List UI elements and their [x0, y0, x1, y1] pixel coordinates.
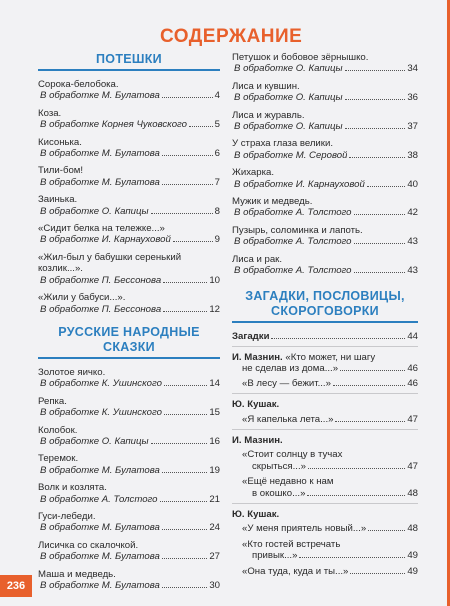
entry-title: Волк и козлята. — [38, 482, 107, 494]
entry-page: 40 — [407, 178, 418, 190]
toc-entry[interactable] — [38, 425, 220, 448]
entry-adaptation: В обработке А. Толстого — [40, 493, 158, 505]
toc-entry[interactable] — [232, 539, 418, 562]
entry-page: 46 — [407, 377, 418, 389]
entry-page: 12 — [209, 303, 220, 315]
right-column — [232, 52, 418, 577]
separator — [232, 393, 418, 394]
entry-adaptation: В обработке И. Карнауховой — [234, 178, 365, 190]
toc-entry[interactable] — [232, 566, 418, 577]
entry-page: 8 — [214, 205, 220, 217]
separator — [232, 429, 418, 430]
leader-dots — [162, 558, 207, 559]
leader-dots — [335, 421, 405, 422]
toc-entry[interactable] — [232, 378, 418, 389]
entry-title: У страха глаза велики. — [232, 138, 334, 150]
section-heading-poteshki: ПОТЕШКИ — [96, 52, 162, 66]
separator — [232, 346, 418, 347]
entry-adaptation: В обработке А. Толстого — [234, 207, 352, 219]
toc-entry[interactable] — [38, 79, 220, 102]
entry-title: «Жил-был у бабушки серенький козлик...». — [38, 251, 182, 275]
entry-adaptation: В обработке А. Толстого — [234, 236, 352, 248]
author-name: Ю. Кушак. — [232, 399, 280, 411]
entry-title: Гуси-лебеди. — [38, 510, 96, 522]
entry-page: 16 — [209, 435, 220, 447]
entry-page: 42 — [407, 207, 418, 219]
entry-adaptation: В обработке А. Толстого — [234, 265, 352, 277]
entry-page: 9 — [214, 234, 220, 246]
entry-title-cont: в окошко...» — [252, 487, 306, 499]
leader-dots — [173, 241, 213, 242]
toc-entry[interactable] — [232, 476, 418, 499]
entry-page: 21 — [209, 493, 220, 505]
entry-page: 19 — [209, 464, 220, 476]
entry-title: Загадки — [232, 330, 270, 342]
entry-page: 14 — [209, 378, 220, 390]
entry-title: Лиса и журавль. — [232, 109, 305, 121]
toc-entry[interactable] — [232, 52, 418, 75]
entry-title: Коза. — [38, 107, 62, 119]
entry-page: 47 — [407, 413, 418, 425]
toc-entry[interactable] — [38, 511, 220, 534]
entry-adaptation: В обработке О. Капицы — [234, 121, 343, 133]
entry-page: 37 — [407, 121, 418, 133]
entry-adaptation: В обработке М. Булатова — [40, 90, 160, 102]
leader-dots — [345, 128, 406, 129]
leader-dots — [160, 501, 208, 502]
entries-skazki — [38, 367, 220, 592]
toc-entry[interactable] — [38, 569, 220, 592]
leader-dots — [307, 495, 405, 496]
author-name: И. Мазнин. — [232, 434, 283, 446]
leader-dots — [162, 97, 213, 98]
entry-page: 49 — [407, 550, 418, 562]
entry-title: «Я капелька лета...» — [242, 413, 334, 425]
leader-dots — [367, 186, 406, 187]
entry-page: 49 — [407, 565, 418, 577]
leader-dots — [162, 184, 213, 185]
toc-entry[interactable] — [38, 292, 220, 315]
leader-dots — [271, 338, 405, 339]
entry-title-cont: скрыться...» — [252, 460, 306, 472]
leader-dots — [162, 472, 207, 473]
toc-entry[interactable] — [38, 165, 220, 188]
leader-dots — [164, 385, 207, 386]
toc-entry[interactable] — [232, 254, 418, 277]
entry-title: Маша и медведь. — [38, 568, 116, 580]
entry-adaptation: В обработке К. Ушинского — [40, 378, 162, 390]
entry-adaptation: В обработке О. Капицы — [234, 92, 343, 104]
author-name: И. Мазнин. — [232, 351, 283, 363]
leader-dots — [308, 468, 405, 469]
section-heading-zagadki: ЗАГАДКИ, ПОСЛОВИЦЫ, СКОРОГОВОРКИ — [245, 288, 405, 318]
entry-page: 34 — [407, 63, 418, 75]
entry-page: 4 — [214, 90, 220, 102]
entry-title: Жихарка. — [232, 167, 274, 179]
leader-dots — [333, 385, 405, 386]
entry-title: Пузырь, соломинка и лапоть. — [232, 224, 363, 236]
entry-page: 5 — [214, 119, 220, 131]
entry-page: 44 — [407, 330, 418, 342]
toc-entry[interactable] — [232, 523, 418, 534]
leader-dots — [162, 529, 207, 530]
entry-title: «Кто может, ни шагу — [285, 351, 376, 363]
leader-dots — [340, 370, 405, 371]
section-heading-skazki: РУССКИЕ НАРОДНЫЕ СКАЗКИ — [58, 324, 200, 354]
entry-adaptation: В обработке М. Булатова — [40, 148, 160, 160]
entry-page: 24 — [209, 522, 220, 534]
toc-entry[interactable] — [232, 225, 418, 248]
entry-title: «Жили у бабуси...». — [38, 292, 126, 304]
entry-page: 43 — [407, 236, 418, 248]
entry-page: 43 — [407, 265, 418, 277]
page-title: СОДЕРЖАНИЕ — [160, 26, 303, 47]
entry-title: Лиса и кувшин. — [232, 80, 300, 92]
entry-title: Теремок. — [38, 453, 79, 465]
toc-entry[interactable] — [232, 414, 418, 425]
entry-title: «Она туда, куда и ты...» — [242, 565, 349, 577]
entry-adaptation: В обработке М. Булатова — [40, 580, 160, 591]
left-column — [38, 52, 220, 597]
page-number: 236 — [0, 575, 32, 597]
toc-entry[interactable] — [38, 482, 220, 505]
entry-title: Лисичка со скалочкой. — [38, 539, 139, 551]
entry-title: «Стоит солнцу в тучах — [242, 449, 343, 461]
entry-title-cont: не сделав из дома...» — [242, 363, 339, 375]
leader-dots — [162, 155, 213, 156]
entry-page: 15 — [209, 407, 220, 419]
leader-dots — [189, 126, 213, 127]
entry-title: «Сидит белка на тележке...» — [38, 223, 165, 235]
entry-adaptation: В обработке О. Капицы — [40, 205, 149, 217]
entry-page: 47 — [407, 460, 418, 472]
entry-page: 10 — [209, 274, 220, 286]
toc-entry[interactable] — [232, 138, 418, 161]
entry-page: 48 — [407, 523, 418, 535]
entry-title: «В лесу — бежит...» — [242, 377, 331, 389]
entry-page: 38 — [407, 149, 418, 161]
entry-adaptation: В обработке П. Бессонова — [40, 274, 162, 286]
section-rule — [38, 357, 220, 359]
leader-dots — [349, 157, 405, 158]
entry-title: Заинька. — [38, 194, 78, 206]
entry-title: Репка. — [38, 395, 67, 407]
entry-title: «Ещё недавно к нам — [242, 476, 334, 488]
toc-entry[interactable] — [232, 449, 418, 472]
entry-adaptation: В обработке М. Булатова — [40, 522, 160, 534]
entry-adaptation: В обработке О. Капицы — [40, 435, 149, 447]
entry-page: 7 — [214, 176, 220, 188]
leader-dots — [345, 99, 406, 100]
entry-page: 36 — [407, 92, 418, 104]
entry-adaptation: В обработке М. Булатова — [40, 551, 160, 563]
entry-title: Золотое яичко. — [38, 366, 106, 378]
entry-adaptation: В обработке О. Капицы — [234, 63, 343, 75]
toc-entry[interactable] — [38, 108, 220, 131]
entry-title: Лиса и рак. — [232, 253, 283, 265]
leader-dots — [354, 272, 406, 273]
leader-dots — [163, 311, 207, 312]
entry-title: «Кто гостей встречать — [242, 538, 341, 550]
section-rule — [38, 69, 220, 71]
entry-page: 27 — [209, 551, 220, 563]
leader-dots — [151, 213, 213, 214]
entry-title: Тили-бом! — [38, 165, 84, 177]
entry-title: «У меня приятель новый...» — [242, 523, 367, 535]
leader-dots — [151, 443, 208, 444]
toc-entry[interactable] — [232, 110, 418, 133]
toc-entry[interactable] — [232, 352, 418, 375]
entry-page: 6 — [214, 148, 220, 160]
toc-entry[interactable] — [38, 223, 220, 246]
leader-dots — [354, 243, 406, 244]
entry-page: 46 — [407, 363, 418, 375]
toc-entry[interactable] — [38, 367, 220, 390]
toc-entry[interactable] — [38, 194, 220, 217]
entry-page: 30 — [209, 580, 220, 591]
entry-title: Сорока-белобока. — [38, 79, 119, 90]
entry-title-cont: привык...» — [252, 550, 298, 562]
leader-dots — [164, 414, 207, 415]
toc-entry[interactable] — [38, 453, 220, 476]
toc-entry[interactable] — [38, 252, 220, 286]
entries-poteshki — [38, 79, 220, 315]
entry-title: Петушок и бобовое зёрнышко. — [232, 52, 369, 63]
entry-adaptation: В обработке М. Булатова — [40, 464, 160, 476]
entry-adaptation: В обработке И. Карнауховой — [40, 234, 171, 246]
leader-dots — [299, 557, 405, 558]
entry-adaptation: В обработке К. Ушинского — [40, 407, 162, 419]
toc-entry[interactable] — [232, 196, 418, 219]
leader-dots — [354, 214, 406, 215]
toc-entry[interactable] — [38, 396, 220, 419]
toc-entry[interactable] — [232, 331, 418, 342]
entry-adaptation: В обработке Корнея Чуковского — [40, 119, 187, 131]
entry-adaptation: В обработке М. Серовой — [234, 149, 348, 161]
toc-entry[interactable] — [232, 167, 418, 190]
toc-entry[interactable] — [38, 137, 220, 160]
leader-dots — [345, 70, 406, 71]
leader-dots — [350, 573, 405, 574]
entries-skazki-continued — [232, 52, 418, 277]
leader-dots — [368, 530, 405, 531]
author-name: Ю. Кушак. — [232, 508, 280, 520]
toc-entry[interactable] — [232, 81, 418, 104]
entry-title: Колобок. — [38, 424, 78, 436]
toc-entry[interactable] — [38, 540, 220, 563]
entry-adaptation: В обработке М. Булатова — [40, 176, 160, 188]
section-rule — [232, 321, 418, 323]
separator — [232, 503, 418, 504]
entry-title: Мужик и медведь. — [232, 196, 313, 208]
leader-dots — [162, 587, 207, 588]
entry-adaptation: В обработке П. Бессонова — [40, 303, 162, 315]
leader-dots — [163, 282, 207, 283]
entry-page: 48 — [407, 487, 418, 499]
entry-title: Кисонька. — [38, 136, 82, 148]
